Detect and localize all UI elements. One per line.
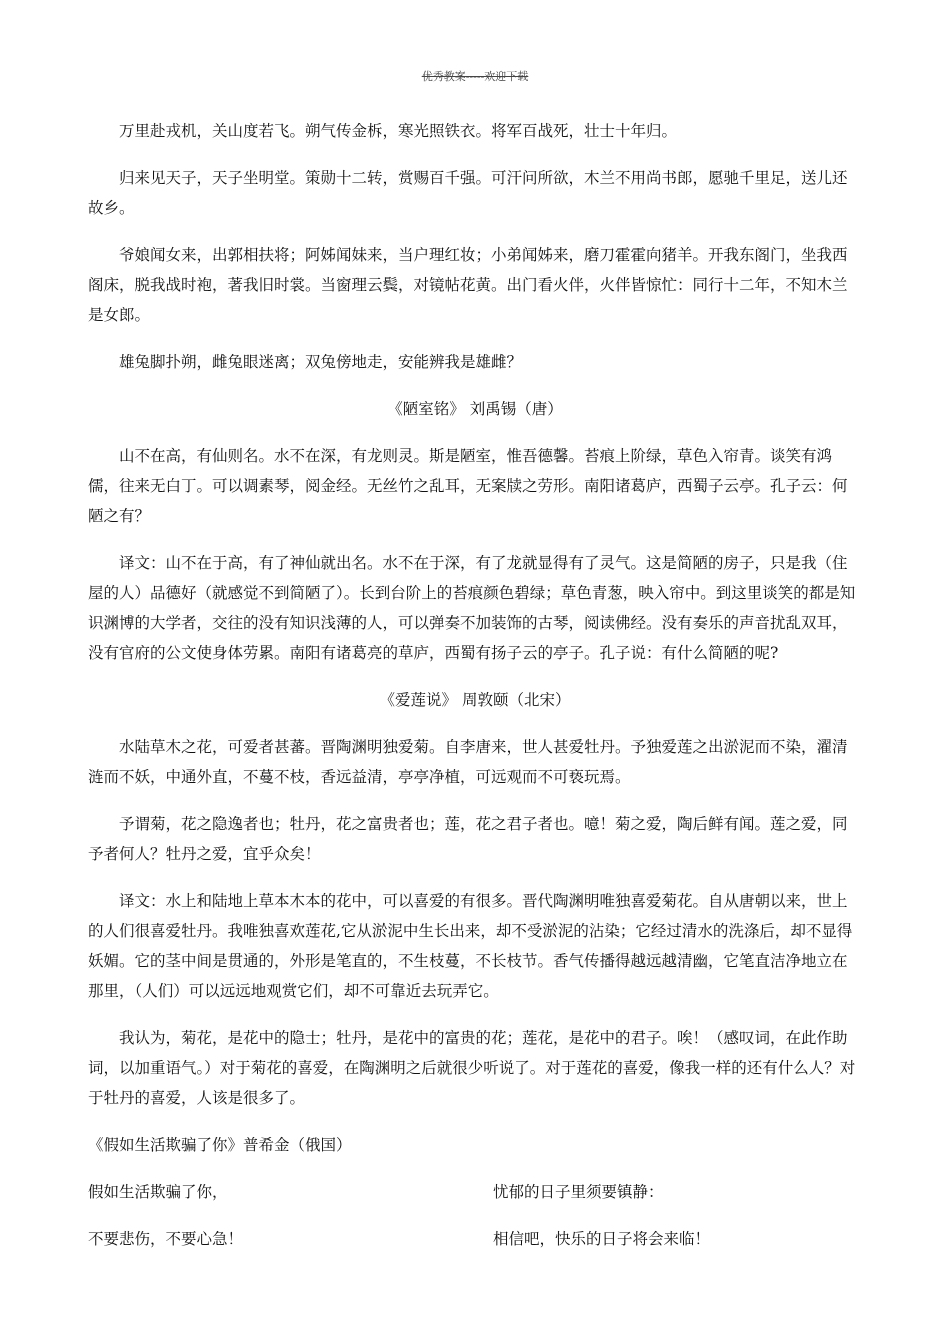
poem-row-2 (88, 1224, 862, 1254)
header-text: 优秀教案-----欢迎下载 (421, 70, 529, 83)
mulan-paragraph-3: 爷娘闻女来，出郭相扶将；阿姊闻妹来，当户理红妆；小弟闻姊来，磨刀霍霍向猪羊。开我东阁门，坐我西阁床，脱我战时袍，著我旧时裳。当窗理云鬓，对镜帖花黄。出门看火伴，火伴皆惊忙：同行十二年，不知木兰是女郎。 (88, 246, 848, 324)
loushiming-translation: 译文：山不在于高，有了神仙就出名。水不在于深，有了龙就显得有了灵气。这是简陋的房子，只是我（住屋的人）品德好（就感觉不到简陋了）。长到台阶上的苔痕颜色碧绿；草色青葱，映入帘中。到这里谈笑的都是知识渊博的大学者，交往的没有知识浅薄的人，可以弹奏不加装饰的古琴，阅读佛经。没有奏乐的声音扰乱双耳，没有官府的公文使身体劳累。南阳有诸葛亮的草庐，西蜀有扬子云的亭子。孔子说：有什么简陋的呢? (88, 554, 856, 662)
document-body (88, 116, 862, 1271)
ailianshuo-title: 《爱莲说》 周敦颐（北宋） (379, 691, 571, 709)
loushiming-title: 《陋室铭》 刘禹锡（唐） (387, 400, 563, 418)
ailianshuo-translation-1: 译文：水上和陆地上草本木本的花中，可以喜爱的有很多。晋代陶渊明唯独喜爱菊花。自从唐朝以来，世上的人们很喜爱牡丹。我唯独喜欢莲花,它从淤泥中生长出来，却不受淤泥的沾染；它经过清水的洗涤后，却不显得妖媚。它的茎中间是贯通的，外形是笔直的，不生枝蔓，不长枝节。香气传播得越远越清幽，它笔直洁净地立在那里，（人们）可以远远地观赏它们，却不可靠近去玩弄它。 (88, 892, 853, 1000)
poem-line-1: 假如生活欺骗了你， (88, 1183, 228, 1201)
ailianshuo-text-2: 予谓菊，花之隐逸者也；牡丹，花之富贵者也；莲，花之君子者也。噫！菊之爱，陶后鲜有闻。莲之爱，同予者何人？牡丹之爱，宜乎众矣！ (88, 815, 848, 863)
poem-row-1 (88, 1177, 862, 1207)
poem-line-3: 不要悲伤，不要心急！ (88, 1230, 244, 1248)
poem-title: 《假如生活欺骗了你》普希金（俄国） (88, 1136, 352, 1154)
mulan-paragraph-2: 归来见天子，天子坐明堂。策勋十二转，赏赐百千强。可汗问所欲，木兰不用尚书郎，愿驰千里足，送儿还故乡。 (88, 169, 848, 217)
poem-line-2: 忧郁的日子里须要镇静： (493, 1183, 664, 1201)
loushiming-text: 山不在高，有仙则名。水不在深，有龙则灵。斯是陋室，惟吾德馨。苔痕上阶绿，草色入帘青。谈笑有鸿儒，往来无白丁。可以调素琴，阅金经。无丝竹之乱耳，无案牍之劳形。南阳诸葛庐，西蜀子云亭。孔子云：何陋之有？ (88, 447, 848, 525)
ailianshuo-text-1: 水陆草木之花，可爱者甚蕃。晋陶渊明独爱菊。自李唐来，世人甚爱牡丹。予独爱莲之出淤泥而不染，濯清涟而不妖，中通外直，不蔓不枝，香远益清，亭亭净植，可远观而不可亵玩焉。 (88, 738, 848, 786)
page-header (0, 68, 950, 84)
ailianshuo-translation-2: 我认为，菊花，是花中的隐士；牡丹，是花中的富贵的花；莲花，是花中的君子。唉！（感叹词，在此作助词，以加重语气。）对于菊花的喜爱，在陶渊明之后就很少听说了。对于莲花的喜爱，像我一样的还有什么人？对于牡丹的喜爱，人该是很多了。 (88, 1029, 856, 1107)
mulan-paragraph-1: 万里赴戎机，关山度若飞。朔气传金柝，寒光照铁衣。将军百战死，壮士十年归。 (119, 122, 678, 140)
poem-line-4: 相信吧，快乐的日子将会来临！ (493, 1230, 711, 1248)
mulan-paragraph-4: 雄兔脚扑朔，雌兔眼迷离；双兔傍地走，安能辨我是雄雌？ (119, 353, 523, 371)
